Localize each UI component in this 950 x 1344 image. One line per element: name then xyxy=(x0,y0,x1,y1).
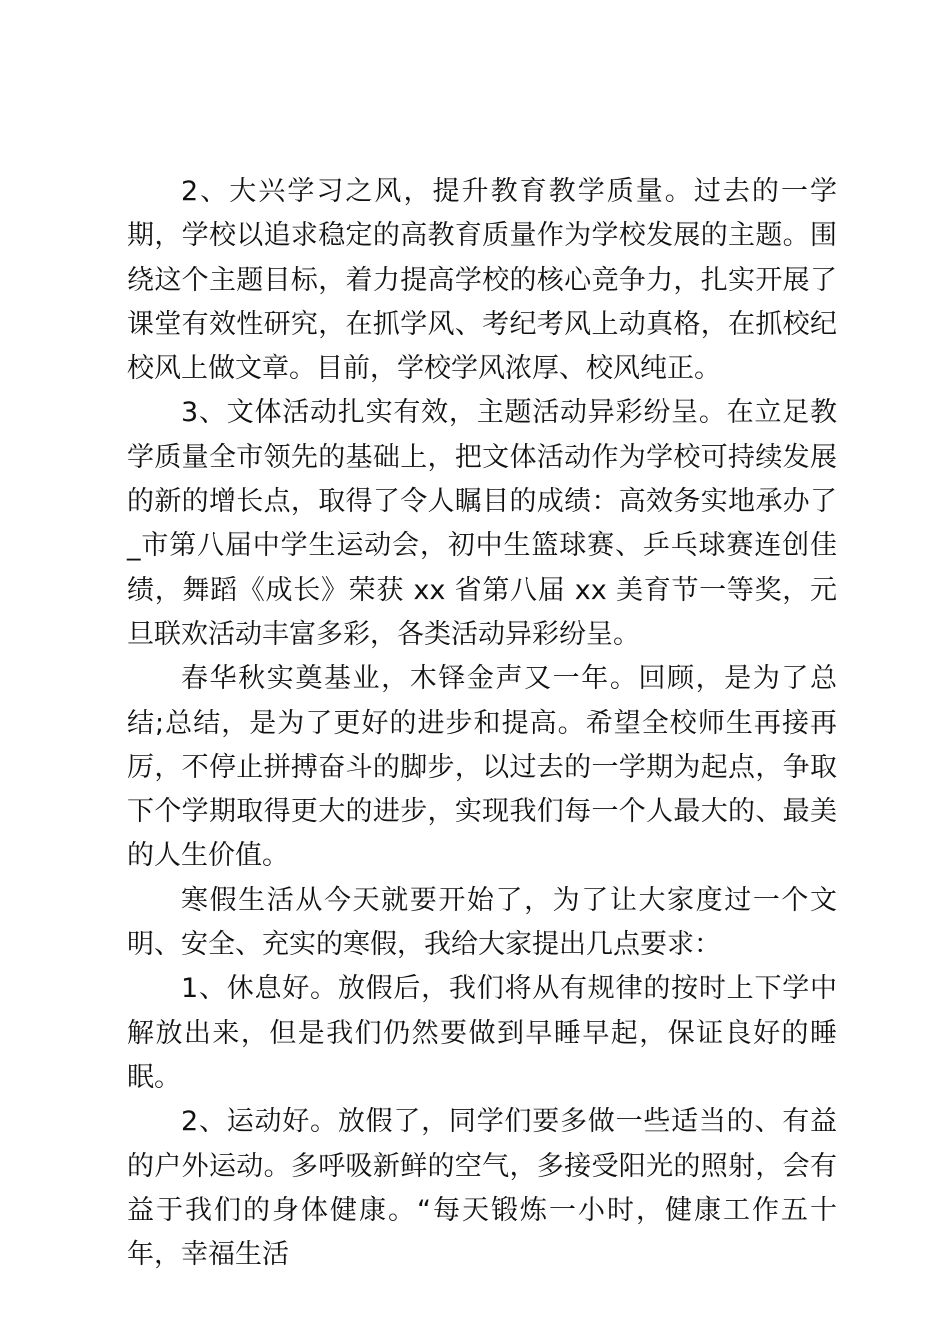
paragraph-exercise-well: 2、运动好。放假了，同学们要多做一些适当的、有益的户外运动。多呼吸新鲜的空气，多接受阳光的照射，会有益于我们的身体健康。“每天锻炼一小时，健康工作五十年，幸福生活 xyxy=(127,1106,837,1271)
paragraph-study-atmosphere: 2、大兴学习之风，提升教育教学质量。过去的一学期，学校以追求稳定的高教育质量作为学校发展的主题。围绕这个主题目标，着力提高学校的核心竞争力，扎实开展了课堂有效性研究，在抓学风、考纪考风上动真格，在抓校纪校风上做文章。目前，学校学风浓厚、校风纯正。 xyxy=(127,176,837,385)
document-body xyxy=(127,170,837,1277)
paragraph-rest-well: 1、休息好。放假后，我们将从有规律的按时上下学中解放出来，但是我们仍然要做到早睡早起，保证良好的睡眠。 xyxy=(127,973,837,1093)
paragraph-winter-break-intro: 寒假生活从今天就要开始了，为了让大家度过一个文明、安全、充实的寒假，我给大家提出几点要求： xyxy=(127,884,837,961)
paragraph-sports-activities: 3、文体活动扎实有效，主题活动异彩纷呈。在立足教学质量全市领先的基础上，把文体活动作为学校可持续发展的新的增长点，取得了令人瞩目的成绩：高效务实地承办了_市第八届中学生运动会，初中生篮球赛、乒乓球赛连创佳绩，舞蹈《成长》荣获 xx 省第八届 xx 美育节一等奖，元旦联欢活动丰富多彩，各类活动异彩纷呈。 xyxy=(127,397,837,650)
paragraph-review-summary: 春华秋实奠基业，木铎金声又一年。回顾，是为了总结;总结，是为了更好的进步和提高。希望全校师生再接再厉，不停止拼搏奋斗的脚步，以过去的一学期为起点，争取下个学期取得更大的进步，实现我们每一个人最大的、最美的人生价值。 xyxy=(127,663,837,872)
